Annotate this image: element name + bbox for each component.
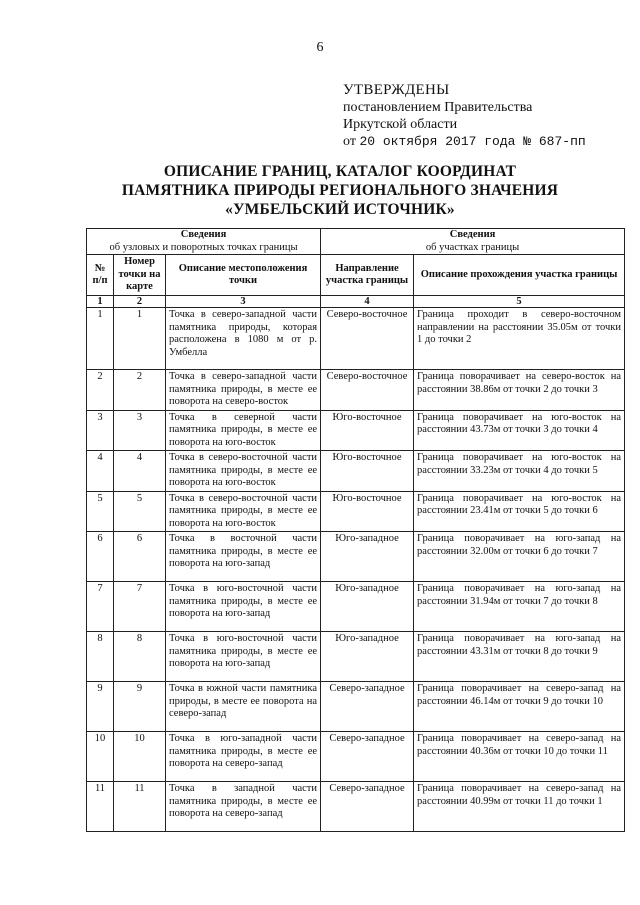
row-location: Точка в юго-восточной части памятника природы, в месте ее поворота на юго-запад <box>166 582 321 632</box>
row-location: Точка в северо-восточной части памятника природы, в месте ее поворота на юго-восток <box>166 491 321 532</box>
col-number: 3 <box>166 296 321 308</box>
col-header-location: Описание местоположения точки <box>166 255 321 296</box>
row-point-number: 5 <box>114 491 166 532</box>
approval-date-handwritten: 20 октября 2017 года № 687-пп <box>359 134 586 149</box>
title-line-2: ПАМЯТНИКА ПРИРОДЫ РЕГИОНАЛЬНОГО ЗНАЧЕНИЯ <box>121 182 559 199</box>
row-passage: Граница поворачивает на северо-запад на расстоянии 40.99м от точки 11 до точки 1 <box>414 782 625 832</box>
row-number: 8 <box>87 632 114 682</box>
row-location: Точка в северной части памятника природы, в месте ее поворота на юго-восток <box>166 410 321 451</box>
row-point-number: 8 <box>114 632 166 682</box>
row-point-number: 11 <box>114 782 166 832</box>
row-direction: Северо-восточное <box>321 370 414 411</box>
col-header-direction: Направление участка границы <box>321 255 414 296</box>
title-line-1: ОПИСАНИЕ ГРАНИЦ, КАТАЛОГ КООРДИНАТ <box>163 163 517 180</box>
col-header-passage: Описание прохождения участка границы <box>414 255 625 296</box>
row-passage: Граница поворачивает на юго-запад на расстоянии 43.31м от точки 8 до точки 9 <box>414 632 625 682</box>
page-number: 6 <box>316 40 324 55</box>
col-header-number: № п/п <box>87 255 114 296</box>
row-number: 10 <box>87 732 114 782</box>
row-number: 2 <box>87 370 114 411</box>
boundary-table <box>86 228 625 832</box>
row-location: Точка в северо-западной части памятника природы, которая расположена в 1080 м от р. Умбелла <box>166 308 321 370</box>
col-header-point: Номер точки на карте <box>114 255 166 296</box>
table-row <box>87 632 625 682</box>
table-row <box>87 370 625 411</box>
row-location: Точка в восточной части памятника природы, в месте ее поворота на юго-запад <box>166 532 321 582</box>
row-passage: Граница поворачивает на северо-запад на расстоянии 40.36м от точки 10 до точки 11 <box>414 732 625 782</box>
col-number: 2 <box>114 296 166 308</box>
table-row <box>87 782 625 832</box>
row-location: Точка в западной части памятника природы, в месте ее поворота на северо-запад <box>166 782 321 832</box>
col-number: 5 <box>414 296 625 308</box>
table-row <box>87 582 625 632</box>
table-row <box>87 491 625 532</box>
row-number: 4 <box>87 451 114 492</box>
row-passage: Граница поворачивает на северо-запад на расстоянии 46.14м от точки 9 до точки 10 <box>414 682 625 732</box>
col-number: 4 <box>321 296 414 308</box>
row-number: 3 <box>87 410 114 451</box>
row-location: Точка в северо-восточной части памятника природы, в месте ее поворота на юго-восток <box>166 451 321 492</box>
table-row <box>87 532 625 582</box>
row-location: Точка в юго-восточной части памятника природы, в месте ее поворота на юго-запад <box>166 632 321 682</box>
group-header-points: Сведения об узловых и поворотных точках границы <box>87 229 321 255</box>
row-direction: Юго-западное <box>321 532 414 582</box>
col-number: 1 <box>87 296 114 308</box>
row-direction: Юго-восточное <box>321 491 414 532</box>
row-number: 6 <box>87 532 114 582</box>
row-passage: Граница проходит в северо-восточном направлении на расстоянии 35.05м от точки 1 до точки 2 <box>414 308 625 370</box>
table-row <box>87 732 625 782</box>
table-row <box>87 682 625 732</box>
table-row <box>87 410 625 451</box>
row-passage: Граница поворачивает на юго-восток на расстоянии 33.23м от точки 4 до точки 5 <box>414 451 625 492</box>
row-direction: Юго-восточное <box>321 451 414 492</box>
table-row <box>87 308 625 370</box>
row-number: 5 <box>87 491 114 532</box>
row-number: 11 <box>87 782 114 832</box>
approval-date-prefix: от <box>343 134 356 149</box>
row-point-number: 7 <box>114 582 166 632</box>
row-point-number: 3 <box>114 410 166 451</box>
table-column-header-row <box>87 255 625 296</box>
row-direction: Северо-западное <box>321 782 414 832</box>
table-row <box>87 451 625 492</box>
row-location: Точка в северо-западной части памятника природы, в месте ее поворота на северо-восток <box>166 370 321 411</box>
row-number: 1 <box>87 308 114 370</box>
approval-block <box>343 82 633 150</box>
row-direction: Северо-западное <box>321 732 414 782</box>
title-line-3: «УМБЕЛЬСКИЙ ИСТОЧНИК» <box>225 201 455 218</box>
approval-date-line <box>343 133 633 150</box>
table-group-header-row <box>87 229 625 255</box>
row-passage: Граница поворачивает на северо-восток на расстоянии 38.86м от точки 2 до точки 3 <box>414 370 625 411</box>
approval-line-2: постановлением Правительства <box>343 100 533 115</box>
row-number: 7 <box>87 582 114 632</box>
row-direction: Северо-восточное <box>321 308 414 370</box>
row-direction: Юго-западное <box>321 582 414 632</box>
row-point-number: 9 <box>114 682 166 732</box>
group-header-segments: Сведения об участках границы <box>321 229 625 255</box>
approval-line-3: Иркутской области <box>343 117 458 132</box>
row-number: 9 <box>87 682 114 732</box>
row-direction: Юго-восточное <box>321 410 414 451</box>
document-title <box>60 162 620 219</box>
row-direction: Северо-западное <box>321 682 414 732</box>
row-passage: Граница поворачивает на юго-запад на расстоянии 31.94м от точки 7 до точки 8 <box>414 582 625 632</box>
row-direction: Юго-западное <box>321 632 414 682</box>
row-point-number: 6 <box>114 532 166 582</box>
row-point-number: 10 <box>114 732 166 782</box>
row-passage: Граница поворачивает на юго-восток на расстоянии 43.73м от точки 3 до точки 4 <box>414 410 625 451</box>
row-location: Точка в юго-западной части памятника природы, в месте ее поворота на северо-запад <box>166 732 321 782</box>
approval-heading: УТВЕРЖДЕНЫ <box>343 82 450 98</box>
row-point-number: 4 <box>114 451 166 492</box>
row-passage: Граница поворачивает на юго-восток на расстоянии 23.41м от точки 5 до точки 6 <box>414 491 625 532</box>
row-location: Точка в южной части памятника природы, в месте ее поворота на северо-запад <box>166 682 321 732</box>
row-point-number: 2 <box>114 370 166 411</box>
table-column-number-row <box>87 296 625 308</box>
row-point-number: 1 <box>114 308 166 370</box>
row-passage: Граница поворачивает на юго-запад на расстоянии 32.00м от точки 6 до точки 7 <box>414 532 625 582</box>
